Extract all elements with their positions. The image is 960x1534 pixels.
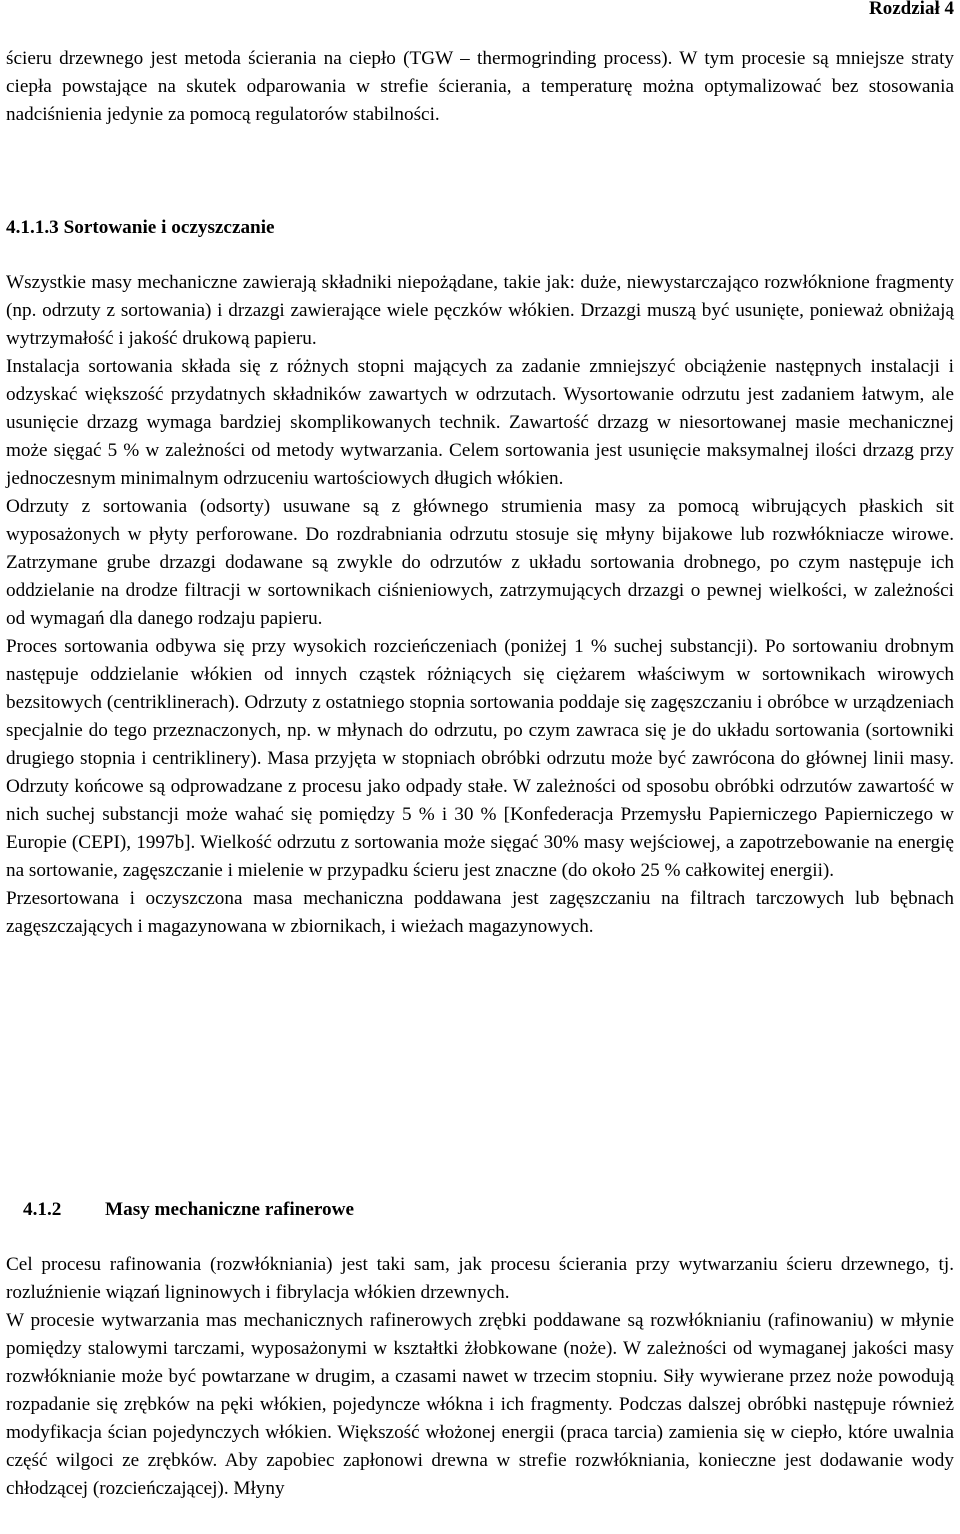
section-4-1-1-3-body [6, 269, 954, 941]
paragraph: Cel procesu rafinowania (rozwłókniania) jest taki sam, jak procesu ścierania przy wytwarzaniu ścieru drzewnego, tj. rozluźnienie wiązań ligninowych i fibrylacja włókien drzewnych. [6, 1254, 954, 1303]
section-heading-4-1-2 [23, 1196, 354, 1224]
running-header: Rozdział 4 [869, 0, 954, 19]
paragraph: Odrzuty z sortowania (odsorty) usuwane są z głównego strumienia masy za pomocą wibrujących płaskich sit wyposażonych w płyty perforowane. Do rozdrabniania odrzutu stosuje się młyny bijakowe lub rozwłókniacze wirowe. Zatrzymane grube drzazgi dodawane są zwykle do odrzutów z układu sortowania drobnego, po czym następuje ich oddzielanie na drodze filtracji w sortownikach ciśnieniowych, zatrzymujących drzazgi o pewnej wielkości, w zależności od wymagań dla danego rodzaju papieru. [6, 496, 954, 629]
intro-text [6, 45, 954, 129]
paragraph: Instalacja sortowania składa się z różnych stopni mających za zadanie zmniejszyć obciążenie następnych instalacji i odzyskać większość przydatnych składników zawartych w odrzutach. Wysortowanie odrzutu jest zadaniem łatwym, ale usunięcie drzazg wymaga bardziej skomplikowanych technik. Zawartość drzazg w niesortowanej masie mechanicznej może sięgać 5 % w zależności od metody wytwarzania. Celem sortowania jest usunięcie maksymalnej ilości drzazg przy jednoczesnym minimalnym odrzuceniu wartościowych długich włókien. [6, 356, 954, 489]
heading-number: 4.1.2 [23, 1199, 62, 1220]
section-4-1-2-body [6, 1251, 954, 1503]
heading-title: Masy mechaniczne rafinerowe [105, 1199, 355, 1220]
section-heading-4-1-1-3: 4.1.1.3 Sortowanie i oczyszczanie [6, 217, 275, 238]
paragraph: Proces sortowania odbywa się przy wysokich rozcieńczeniach (poniżej 1 % suchej substancji). Po sortowaniu drobnym następuje oddzielanie włókien od innych cząstek różniących się ciężarem właściwym w sortownikach wirowych bezsitowych (centriklinerach). Odrzuty z ostatniego stopnia sortowania poddaje się zagęszczaniu i obróbce w urządzeniach specjalnie do tego przeznaczonych, np. w młynach do odrzutu, po czym zawraca się je do układu sortowania (sortowniki drugiego stopnia i centriklinery). Masa przyjęta w stopniach obróbki odrzutu może być zawrócona do głównej linii masy. Odrzuty końcowe są odprowadzane z procesu jako odpady stałe. W zależności od sposobu obróbki odrzutów zawartość w nich suchej substancji może wahać się pomiędzy 5 % i 30 % [Konfederacja Przemysłu Papierniczego Papierniczego w Europie (CEPI), 1997b]. Wielkość odrzutu z sortowania może sięgać 30% masy wejściowej, a zapotrzebowanie na energię na sortowanie, zagęszczanie i mielenie w przypadku ścieru jest znaczne (do około 25 % całkowitej energii). [6, 636, 954, 881]
paragraph: Przesortowana i oczyszczona masa mechaniczna poddawana jest zagęszczaniu na filtrach tarczowych lub bębnach zagęszczających i magazynowana w zbiornikach, i wieżach magazynowych. [6, 888, 954, 937]
paragraph: ścieru drzewnego jest metoda ścierania na ciepło (TGW – thermogrinding process). W tym procesie są mniejsze straty ciepła powstające na skutek odparowania w strefie ścierania, a temperaturę można optymalizować bez stosowania nadciśnienia jedynie za pomocą regulatorów stabilności. [6, 48, 954, 125]
paragraph: Wszystkie masy mechaniczne zawierają składniki niepożądane, takie jak: duże, niewystarczająco rozwłóknione fragmenty (np. odrzuty z sortowania) i drzazgi zawierające wiele pęczków włókien. Drzazgi muszą być usunięte, ponieważ obniżają wytrzymałość i jakość drukową papieru. [6, 272, 954, 349]
paragraph: W procesie wytwarzania mas mechanicznych rafinerowych zrębki poddawane są rozwłóknianiu (rafinowaniu) w młynie pomiędzy stalowymi tarczami, wyposażonymi w kształtki żłobkowane (noże). W zależności od wymaganej jakości masy rozwłóknianie może być powtarzane w drugim, a czasami nawet w trzecim stopniu. Siły wywierane przez noże powodują rozpadanie się zrębków na pęki włókien, pojedyncze włókna i ich fragmenty. Podczas dalszej obróbki następuje również modyfikacja ścian pojedynczych włókien. Większość włożonej energii (praca tarcia) zamienia się w ciepło, które uwalnia część wilgoci ze zrębków. Aby zapobiec zapłonowi drewna w strefie rozwłókniania, konieczne jest dodawanie wody chłodzącej (rozcieńczającej). Młyny [6, 1310, 954, 1499]
